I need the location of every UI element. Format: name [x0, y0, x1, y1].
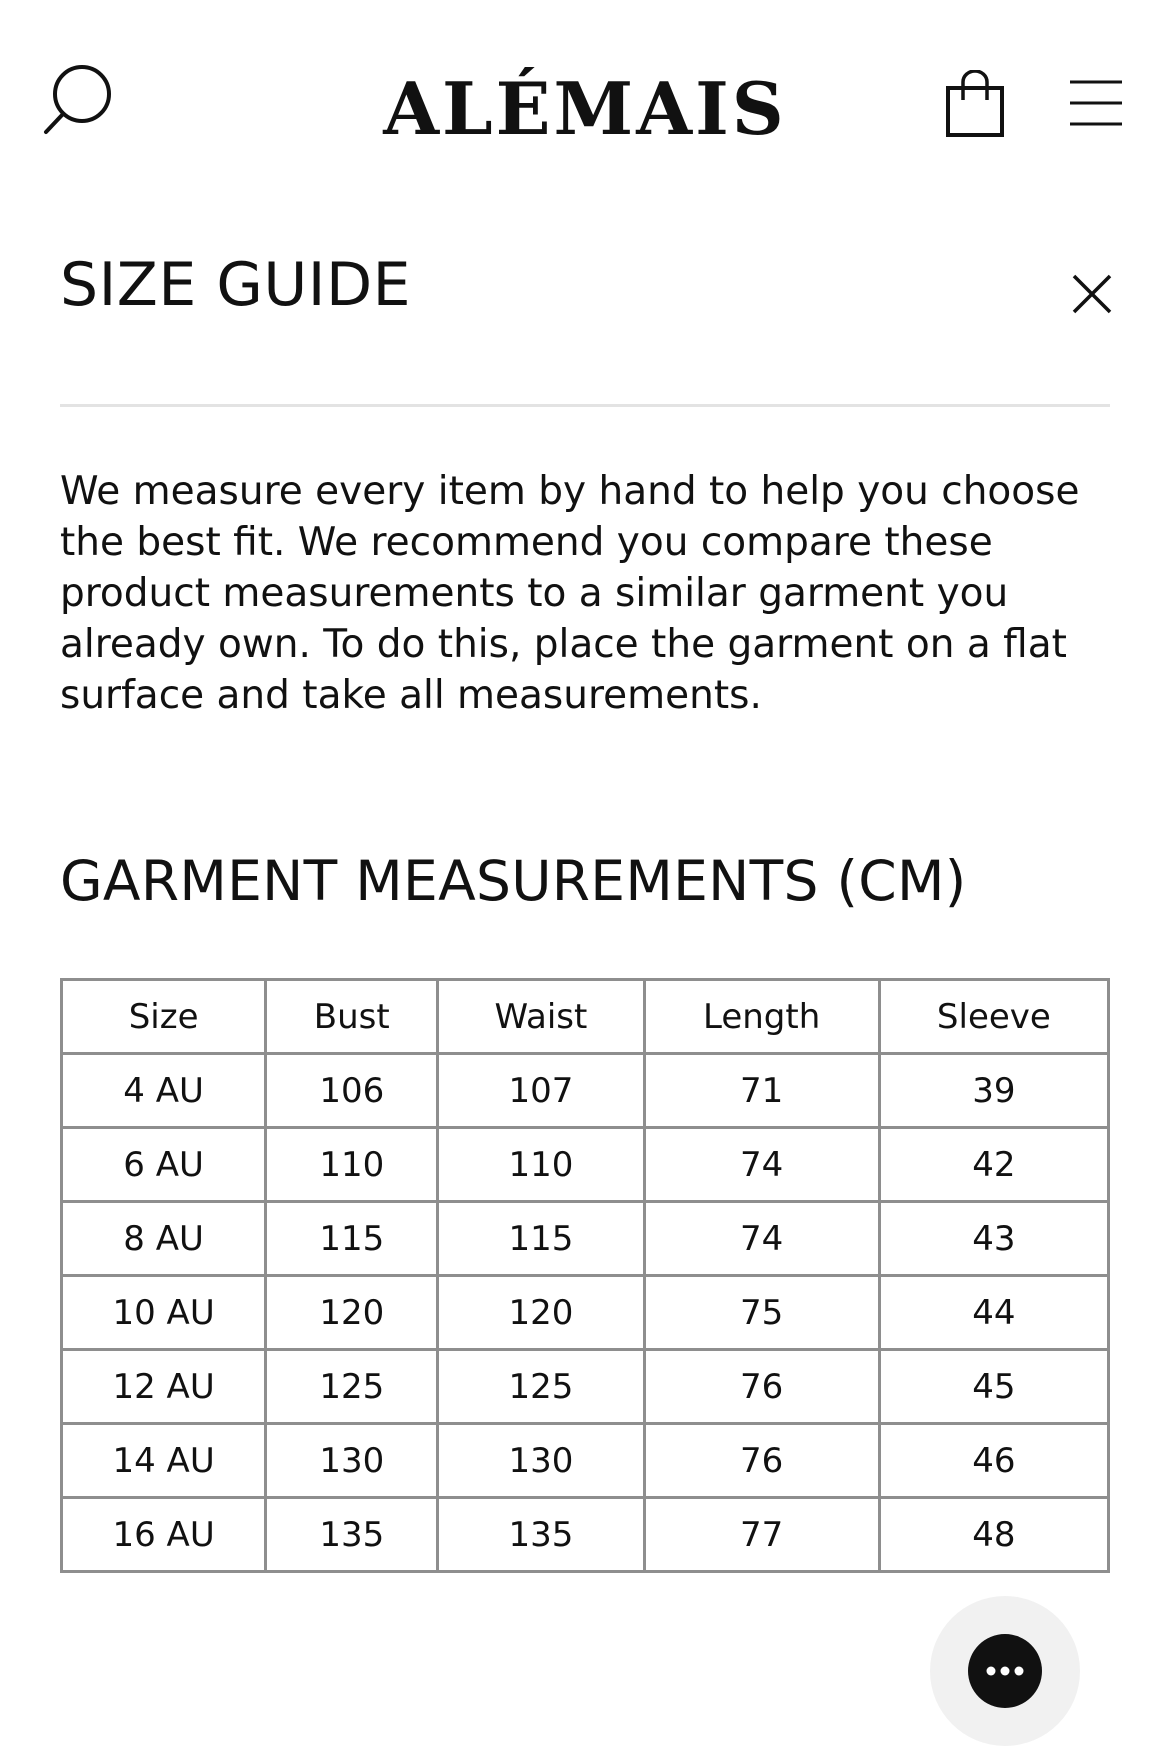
close-icon [1070, 272, 1114, 316]
cell-size: 10 AU [62, 1276, 266, 1350]
cell-length: 76 [644, 1350, 879, 1424]
cell-sleeve: 39 [879, 1054, 1108, 1128]
table-row [62, 1054, 1109, 1128]
cart-button[interactable] [945, 70, 1005, 140]
cell-length: 77 [644, 1498, 879, 1572]
table-header-row [62, 980, 1109, 1054]
cell-bust: 130 [266, 1424, 438, 1498]
cell-sleeve: 43 [879, 1202, 1108, 1276]
cell-waist: 110 [438, 1128, 644, 1202]
size-guide-title: SIZE GUIDE [60, 250, 412, 320]
cell-length: 74 [644, 1128, 879, 1202]
cell-bust: 125 [266, 1350, 438, 1424]
table-row [62, 1350, 1109, 1424]
hamburger-menu-icon [1068, 76, 1124, 130]
cell-waist: 115 [438, 1202, 644, 1276]
shopping-bag-icon [945, 70, 1005, 140]
table-row [62, 1498, 1109, 1572]
header-waist: Waist [438, 980, 644, 1054]
header-bust: Bust [266, 980, 438, 1054]
table-row [62, 1202, 1109, 1276]
header-sleeve: Sleeve [879, 980, 1108, 1054]
cell-size: 16 AU [62, 1498, 266, 1572]
cell-sleeve: 42 [879, 1128, 1108, 1202]
table-row [62, 1128, 1109, 1202]
title-divider [60, 404, 1110, 407]
cell-waist: 125 [438, 1350, 644, 1424]
cell-waist: 120 [438, 1276, 644, 1350]
table-row [62, 1276, 1109, 1350]
brand-logo[interactable]: ALÉMAIS [383, 66, 787, 151]
cell-length: 76 [644, 1424, 879, 1498]
chat-button-inner [968, 1634, 1042, 1708]
cell-bust: 106 [266, 1054, 438, 1128]
table-row [62, 1424, 1109, 1498]
menu-button[interactable] [1068, 76, 1124, 130]
header-size: Size [62, 980, 266, 1054]
cell-waist: 130 [438, 1424, 644, 1498]
cell-sleeve: 46 [879, 1424, 1108, 1498]
chat-more-icon [968, 1634, 1042, 1708]
cell-bust: 115 [266, 1202, 438, 1276]
cell-waist: 135 [438, 1498, 644, 1572]
cell-size: 4 AU [62, 1054, 266, 1128]
cell-sleeve: 48 [879, 1498, 1108, 1572]
site-header [0, 0, 1170, 200]
cell-size: 14 AU [62, 1424, 266, 1498]
cell-bust: 110 [266, 1128, 438, 1202]
measurements-heading: GARMENT MEASUREMENTS (CM) [60, 849, 967, 913]
cell-sleeve: 44 [879, 1276, 1108, 1350]
cell-size: 6 AU [62, 1128, 266, 1202]
chat-button[interactable] [930, 1596, 1080, 1746]
cell-size: 12 AU [62, 1350, 266, 1424]
cell-bust: 120 [266, 1276, 438, 1350]
cell-length: 71 [644, 1054, 879, 1128]
cell-size: 8 AU [62, 1202, 266, 1276]
cell-length: 75 [644, 1276, 879, 1350]
close-button[interactable] [1070, 272, 1114, 316]
cell-bust: 135 [266, 1498, 438, 1572]
cell-length: 74 [644, 1202, 879, 1276]
cell-waist: 107 [438, 1054, 644, 1128]
intro-text: We measure every item by hand to help you choose the best fit. We recommend you compare these product measurements to a similar garment you already own. To do this, place the garment on a flat surface and take all measurements. [60, 469, 1080, 718]
cell-sleeve: 45 [879, 1350, 1108, 1424]
header-length: Length [644, 980, 879, 1054]
measurements-table [60, 978, 1110, 1573]
